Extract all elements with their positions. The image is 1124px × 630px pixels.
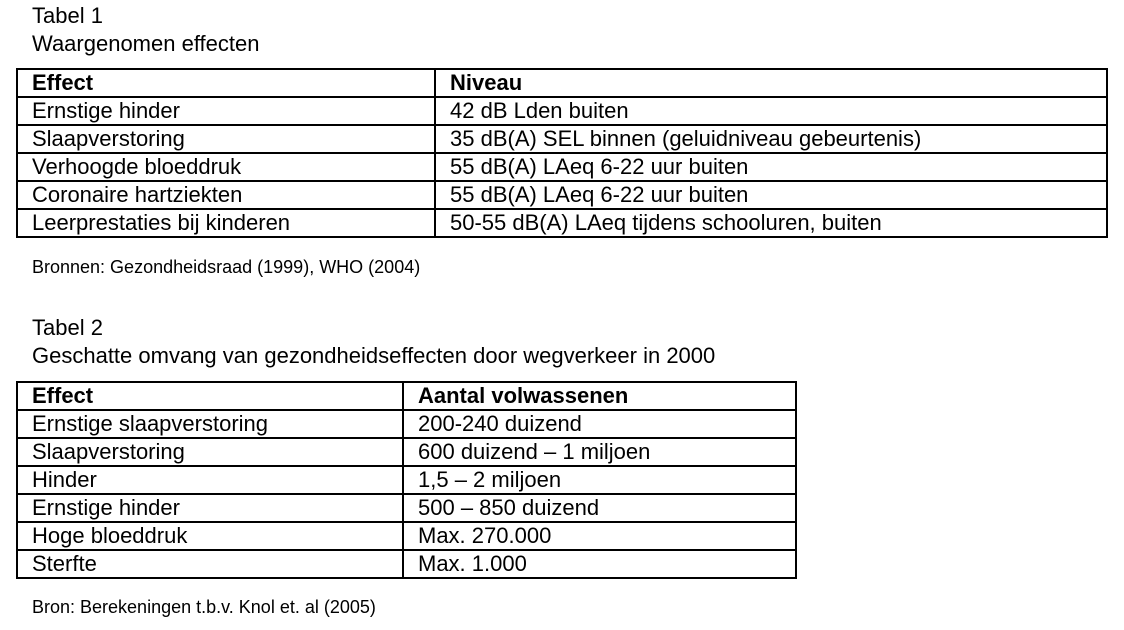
table-row: [17, 97, 1107, 125]
table-cell-aantal: 500 – 850 duizend: [403, 494, 796, 522]
table1-title: Waargenomen effecten: [32, 31, 260, 56]
table-cell-aantal: 600 duizend – 1 miljoen: [403, 438, 796, 466]
table-cell-effect: Slaapverstoring: [17, 438, 403, 466]
table2-label: Tabel 2: [32, 315, 103, 340]
table1: [16, 68, 1108, 238]
table1-header-effect: Effect: [17, 69, 435, 97]
table-cell-effect: Ernstige hinder: [17, 97, 435, 125]
table-row: [17, 494, 796, 522]
table-row: [17, 181, 1107, 209]
table1-source: Bronnen: Gezondheidsraad (1999), WHO (2004): [32, 257, 421, 277]
table2-header-effect: Effect: [17, 382, 403, 410]
table-cell-niveau: 55 dB(A) LAeq 6-22 uur buiten: [435, 153, 1107, 181]
table-cell-niveau: 42 dB Lden buiten: [435, 97, 1107, 125]
table1-header-niveau: Niveau: [435, 69, 1107, 97]
table-cell-effect: Coronaire hartziekten: [17, 181, 435, 209]
table-cell-aantal: Max. 270.000: [403, 522, 796, 550]
table-cell-effect: Slaapverstoring: [17, 125, 435, 153]
table-cell-effect: Sterfte: [17, 550, 403, 578]
table-cell-effect: Ernstige slaapverstoring: [17, 410, 403, 438]
table-cell-aantal: 1,5 – 2 miljoen: [403, 466, 796, 494]
table-row: [17, 153, 1107, 181]
table1-label: Tabel 1: [32, 3, 103, 28]
table-cell-niveau: 35 dB(A) SEL binnen (geluidniveau gebeurtenis): [435, 125, 1107, 153]
table-row: [17, 522, 796, 550]
table2: [16, 381, 797, 579]
table-row: [17, 209, 1107, 237]
table-row: [17, 550, 796, 578]
table1-header-row: [17, 69, 1107, 97]
table-row: [17, 125, 1107, 153]
table-cell-effect: Ernstige hinder: [17, 494, 403, 522]
table-row: [17, 410, 796, 438]
table2-source: Bron: Berekeningen t.b.v. Knol et. al (2005): [32, 597, 376, 617]
table-cell-aantal: 200-240 duizend: [403, 410, 796, 438]
table-cell-niveau: 50-55 dB(A) LAeq tijdens schooluren, buiten: [435, 209, 1107, 237]
table-cell-effect: Hinder: [17, 466, 403, 494]
table2-header-aantal: Aantal volwassenen: [403, 382, 796, 410]
table-cell-effect: Leerprestaties bij kinderen: [17, 209, 435, 237]
table2-title: Geschatte omvang van gezondheidseffecten door wegverkeer in 2000: [32, 343, 716, 368]
table-cell-aantal: Max. 1.000: [403, 550, 796, 578]
table-cell-effect: Hoge bloeddruk: [17, 522, 403, 550]
table-row: [17, 438, 796, 466]
table2-header-row: [17, 382, 796, 410]
table-cell-niveau: 55 dB(A) LAeq 6-22 uur buiten: [435, 181, 1107, 209]
table-cell-effect: Verhoogde bloeddruk: [17, 153, 435, 181]
table-row: [17, 466, 796, 494]
